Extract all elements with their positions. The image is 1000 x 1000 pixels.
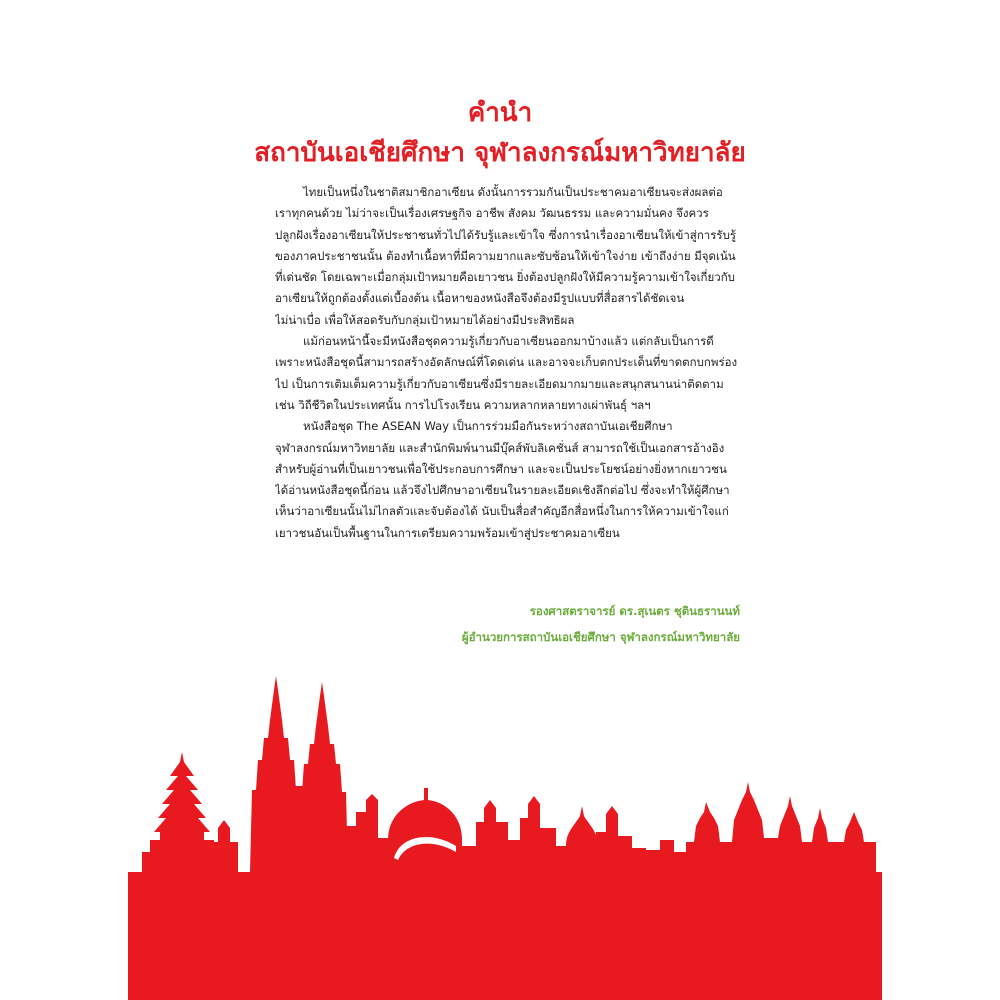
skyline-silhouette [128,676,882,1000]
dome-spire [424,788,428,802]
text-line: จุฬาลงกรณ์มหาวิทยาลัย และสำนักพิมพ์นานมีบุ๊คส์พับลิเคชั่นส์ สามารถใช้เป็นเอกสารอ้างอิง [275,440,725,455]
mosque-dome [388,800,462,872]
heading-institute: สถาบันเอเชียศึกษา จุฬาลงกรณ์มหาวิทยาลัย [254,138,746,168]
text-line: สำหรับผู้อ่านที่เป็นเยาวชนเพื่อใช้ประกอบการศึกษา และจะเป็นประโยชน์อย่างยิ่งหากเยาวชน [275,461,727,476]
twin-tower-right [296,682,348,872]
shrine-left [210,820,238,872]
skybridge [280,786,318,792]
text-line: ไม่น่าเบื่อ เพื่อให้สอดรับกับกลุ่มเป้าหมายได้อย่างมีประสิทธิผล [275,312,575,327]
text-line: ไป เป็นการเติมเต็มความรู้เกี่ยวกับอาเซียนซึ่งมีรายละเอียดมากมายและสนุกสนานน่าติดตาม [275,376,724,391]
temple-angkor [686,782,876,872]
text-line: ไทยเป็นหนึ่งในชาติสมาชิกอาเซียน ดังนั้นการรวมกันเป็นประชาคมอาเซียนจะส่งผลต่อ [303,185,723,199]
text-line: ของภาคประชาชนนั้น ต้องทำเนื้อหาที่มีความยากและซับซ้อนให้เข้าใจง่าย เข้าถึงง่าย มีจุดเน้น [275,248,736,263]
text-line: หนังสือชุด The ASEAN Way เป็นการร่วมมือกันระหว่างสถาบันเอเชียศึกษา [303,419,673,434]
twin-tower-left [250,676,302,872]
text-line: เราทุกคนด้วย ไม่ว่าจะเป็นเรื่องเศรษฐกิจ อาชีพ สังคม วัฒนธรรม และความมั่นคง จึงควร [275,206,709,221]
tiered-pagoda-left [142,752,214,872]
text-line: เช่น วิถีชีวิตในประเทศนั้น การไปโรงเรียน ความหลากหลายทางเผ่าพันธุ์ ฯลฯ [275,397,651,412]
text-line: อาเซียนให้ถูกต้องตั้งแต่เบื้องต้น เนื้อหาของหนังสือจึงต้องมีรูปแบบที่สื่อสารได้ชัดเจน [275,291,685,306]
text-line: ได้อ่านหนังสือชุดนี้ก่อน แล้วจึงไปศึกษาอาเซียนในรายละเอียดเชิงลึกต่อไป ซึ่งจะทำให้ผู้ศึกษา [275,483,730,498]
text-line: เพราะหนังสือชุดนี้สามารถสร้างอัตลักษณ์ที่โดดเด่น และอาจจะเก็บตกประเด็นที่ขาดตกบกพร่อง [275,355,738,370]
heading-foreword: คำนำ [467,98,533,128]
tower-center-right [596,806,646,872]
building-cluster-center [460,796,570,872]
ground-base [128,872,882,1000]
signature-position: ผู้อำนวยการสถาบันเอเชียศึกษา จุฬาลงกรณ์มหาวิทยาลัย [461,630,740,644]
text-line: ปลูกฝังเรื่องอาเซียนให้ประชาชนทั่วไปได้รับรู้และเข้าใจ ซึ่งการนำเรื่องอาเซียนให้เข้าสู่การรับรู้ [275,227,737,242]
signature-name: รองศาสตราจารย์ ดร.สุเนตร ชุตินธรานนท์ [529,604,740,618]
low-buildings [644,840,690,872]
text-line: ที่เด่นชัด โดยเฉพาะเมื่อกลุ่มเป้าหมายคือเยาวชน ยิ่งต้องปลูกฝังให้มีความรู้ความเข้าใจเกี่ยวกับ [275,270,735,285]
text-line: เยาวชนอันเป็นพื้นฐานในการเตรียมความพร้อมเข้าสู่ประชาคมอาเซียน [275,525,620,540]
text-line: เห็นว่าอาเซียนนั้นไม่ไกลตัวและจับต้องได้ นับเป็นสื่อสำคัญอีกสื่อหนึ่งในการให้ความเข้าใจแก่ [275,504,729,519]
building-cluster-mid-left [346,794,390,872]
stupa-center [566,806,598,872]
text-line: แม้ก่อนหน้านี้จะมีหนังสือชุดความรู้เกี่ยวกับอาเซียนออกมาบ้างแล้ว แต่กลับเป็นการดี [303,334,714,349]
